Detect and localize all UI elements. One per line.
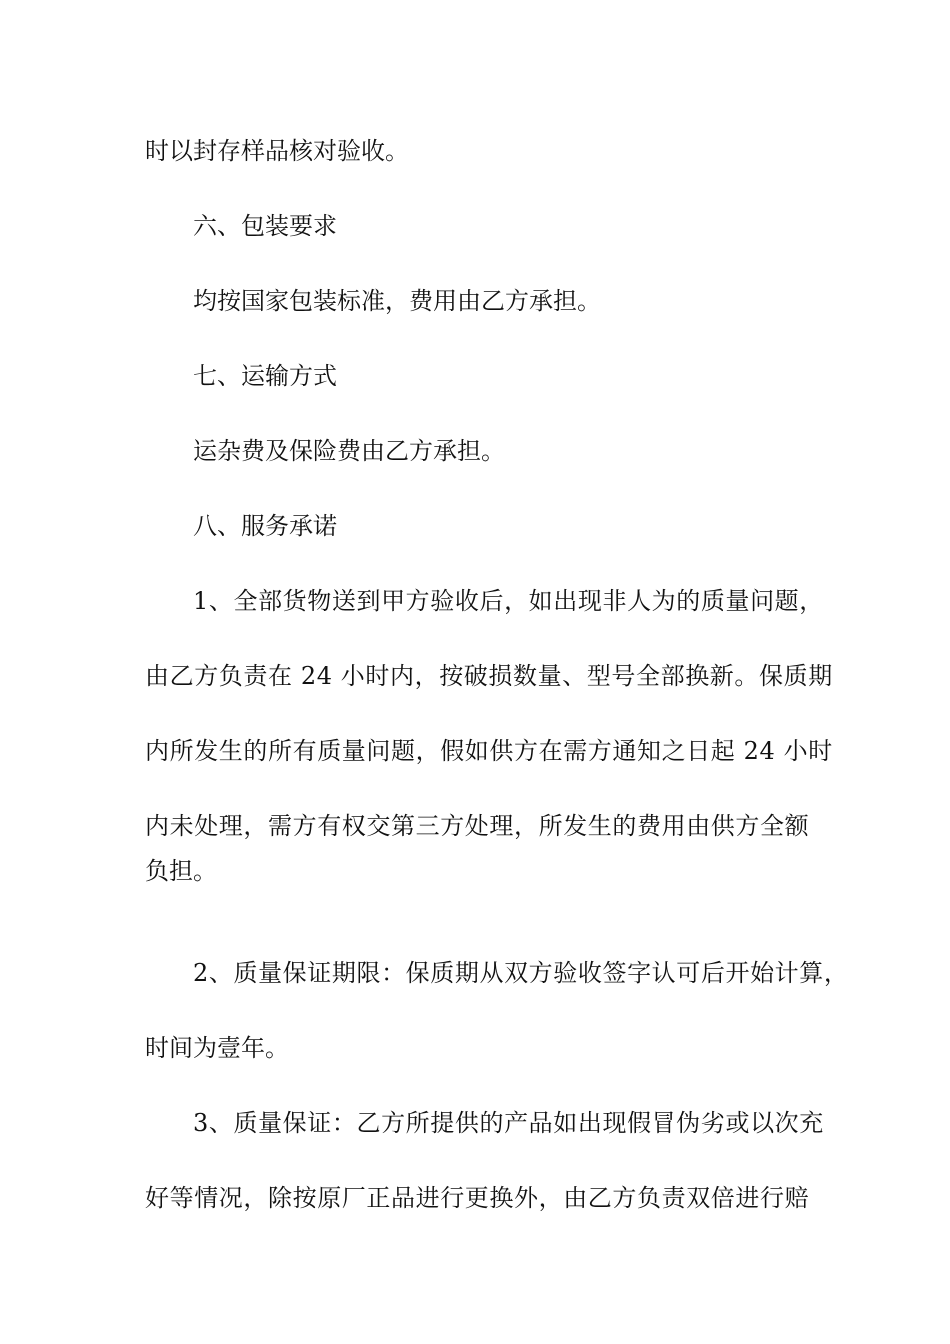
body-text-line: 由乙方负责在 24 小时内，按破损数量、型号全部换新。保质期 — [145, 662, 833, 690]
body-text-line: 时以封存样品核对验收。 — [145, 137, 409, 165]
body-text-line: 内未处理，需方有权交第三方处理，所发生的费用由供方全额 — [145, 812, 810, 840]
body-text-line: 2、质量保证期限：保质期从双方验收签字认可后开始计算， — [193, 959, 849, 987]
body-text-line: 好等情况，除按原厂正品进行更换外，由乙方负责双倍进行赔 — [145, 1184, 810, 1212]
section-heading-packaging: 六、包装要求 — [193, 212, 337, 240]
body-text-line: 3、质量保证：乙方所提供的产品如出现假冒伪劣或以次充 — [193, 1109, 824, 1137]
body-text-line: 时间为壹年。 — [145, 1034, 289, 1062]
body-text-line: 运杂费及保险费由乙方承担。 — [193, 437, 505, 465]
body-text-line: 均按国家包装标准，费用由乙方承担。 — [193, 287, 601, 315]
section-heading-service: 八、服务承诺 — [193, 512, 337, 540]
body-text-line: 内所发生的所有质量问题，假如供方在需方通知之日起 24 小时 — [145, 737, 833, 765]
body-text-line: 1、全部货物送到甲方验收后，如出现非人为的质量问题， — [193, 587, 824, 615]
body-text-line: 负担。 — [145, 857, 217, 885]
section-heading-transport: 七、运输方式 — [193, 362, 337, 390]
